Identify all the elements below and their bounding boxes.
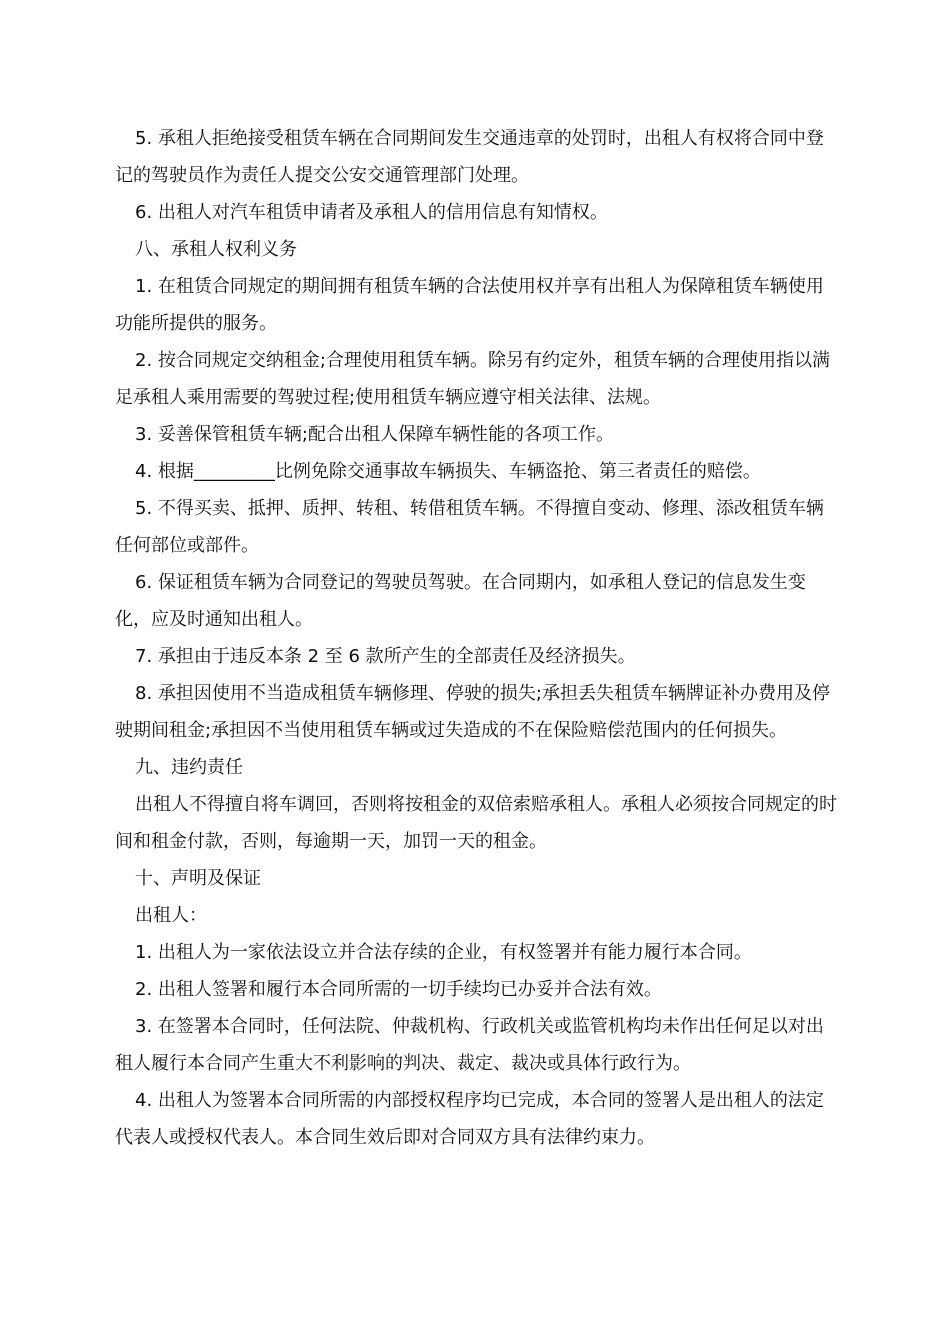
paragraph-declaration-3: 3. 在签署本合同时，任何法院、仲裁机构、行政机关或监管机构均未作出任何足以对出租人履行本合同产生重大不利影响的判决、裁定、裁决或具体行政行为。 — [115, 1016, 824, 1074]
paragraph-owner-right-5: 5. 承租人拒绝接受租赁车辆在合同期间发生交通违章的处罚时，出租人有权将合同中登记的驾驶员作为责任人提交公安交通管理部门处理。 — [115, 128, 824, 186]
section-heading-10: 十、声明及保证 — [135, 868, 261, 889]
paragraph-lessee-duty-3: 3. 妥善保管租赁车辆;配合出租人保障车辆性能的各项工作。 — [135, 424, 614, 445]
paragraph-breach: 出租人不得擅自将车调回，否则将按租金的双倍索赔承租人。承租人必须按合同规定的时间和租金付款，否则，每逾期一天，加罚一天的租金。 — [115, 794, 837, 852]
paragraph-lessee-duty-1: 1. 在租赁合同规定的期间拥有租赁车辆的合法使用权并享有出租人为保障租赁车辆使用功能所提供的服务。 — [115, 276, 824, 334]
paragraph-lessee-duty-5: 5. 不得买卖、抵押、质押、转租、转借租赁车辆。不得擅自变动、修理、添改租赁车辆任何部位或部件。 — [115, 498, 824, 556]
paragraph-lessee-duty-7: 7. 承担由于违反本条 2 至 6 款所产生的全部责任及经济损失。 — [135, 646, 636, 667]
paragraph-declaration-2: 2. 出租人签署和履行本合同所需的一切手续均已办妥并合法有效。 — [135, 979, 662, 1000]
paragraph-lessee-duty-4: 4. 根据_________比例免除交通事故车辆损失、车辆盗抢、第三者责任的赔偿。 — [135, 461, 761, 482]
paragraph-declaration-4: 4. 出租人为签署本合同所需的内部授权程序均已完成，本合同的签署人是出租人的法定代表人或授权代表人。本合同生效后即对合同双方具有法律约束力。 — [115, 1090, 824, 1148]
section-heading-8: 八、承租人权利义务 — [135, 239, 297, 260]
paragraph-lessee-duty-8: 8. 承担因使用不当造成租赁车辆修理、停驶的损失;承担丢失租赁车辆牌证补办费用及停驶期间租金;承担因不当使用租赁车辆或过失造成的不在保险赔偿范围内的任何损失。 — [115, 683, 830, 741]
paragraph-declaration-1: 1. 出租人为一家依法设立并合法存续的企业，有权签署并有能力履行本合同。 — [135, 942, 752, 963]
paragraph-lessee-duty-2: 2. 按合同规定交纳租金;合理使用租赁车辆。除另有约定外，租赁车辆的合理使用指以满足承租人乘用需要的驾驶过程;使用租赁车辆应遵守相关法律、法规。 — [115, 350, 830, 408]
document-body — [115, 120, 837, 1156]
paragraph-owner-right-6: 6. 出租人对汽车租赁申请者及承租人的信用信息有知情权。 — [135, 202, 608, 223]
section-heading-9: 九、违约责任 — [135, 757, 243, 778]
subheading-lessor: 出租人： — [135, 905, 207, 926]
paragraph-lessee-duty-6: 6. 保证租赁车辆为合同登记的驾驶员驾驶。在合同期内，如承租人登记的信息发生变化，应及时通知出租人。 — [115, 572, 806, 630]
